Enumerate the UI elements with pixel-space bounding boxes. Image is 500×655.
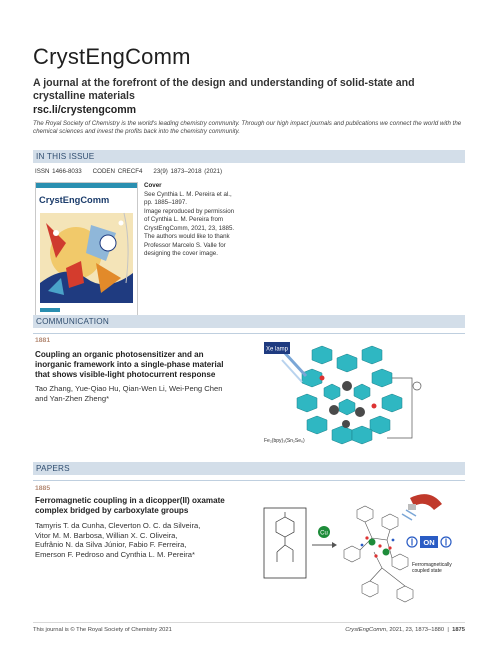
cover-line-2: pp. 1885–1897. [144, 199, 188, 206]
cover-image [35, 182, 138, 317]
page-number-paper: 1885 [35, 485, 51, 492]
cover-caption [144, 182, 254, 259]
rsc-blurb: The Royal Society of Chemistry is the world's leading chemistry community. Through our high impact journals and publications we connect the world with the chemical sciences and invest the profits back into the chemistry community. [33, 120, 462, 136]
cover-line-5: CrystEngComm, 2021, 23, 1885. [144, 224, 235, 232]
section-heading-in-this-issue: IN THIS ISSUE [36, 151, 95, 161]
copper-label: Cu [320, 530, 328, 537]
state-label-line-2: coupled state [412, 568, 442, 574]
page-number-communication: 1881 [35, 337, 51, 344]
communication-graphical-abstract [262, 338, 432, 456]
footer-volume: , 2021, 23, 1873–1880 [386, 627, 445, 633]
footer-divider [33, 622, 465, 623]
footer-copyright: This journal is © The Royal Society of Chemistry 2021 [33, 627, 172, 633]
xe-lamp-label: Xe lamp [265, 346, 289, 353]
paper-authors-line-2: Vitor M. M. Barbosa, Willian X. C. Oliveira, [35, 530, 178, 540]
cover-journal-title: CrystEngComm [39, 195, 110, 205]
section-bar-papers [33, 462, 465, 475]
communication-title-line-2[interactable]: inorganic framework into a single-phase material [35, 360, 224, 369]
issue-info [35, 168, 222, 175]
cover-line-1: See Cynthia L. M. Pereira et al., [144, 190, 232, 198]
section-heading-communication: COMMUNICATION [36, 316, 109, 326]
journal-tagline: A journal at the forefront of the design and understanding of solid-state and crystalline materials [33, 77, 415, 102]
communication-article[interactable] [35, 350, 250, 403]
issn-text: ISSN 1466-8033 [35, 168, 82, 175]
footer-journal: CrystEngComm [345, 627, 387, 633]
complex-diagram [262, 490, 462, 615]
paper-graphical-abstract [262, 490, 462, 615]
journal-url-link[interactable]: rsc.li/crystengcomm [33, 104, 137, 116]
communication-authors-line-1: Tao Zhang, Yue-Qiao Hu, Qian-Wen Li, Wei-Peng Chen [35, 384, 223, 393]
paper-authors-line-1: Tamyris T. da Cunha, Cleverton O. C. da Silveira, [35, 521, 201, 530]
divider [33, 333, 465, 334]
cover-line-6: The authors would like to thank [144, 233, 230, 240]
cover-line-4: of Cynthia L. M. Pereira from [144, 216, 224, 223]
on-label: ON [423, 538, 435, 547]
paper-authors-line-3: Eufrânio N. da Silva Júnior, Fabio F. Ferreira, [35, 540, 187, 550]
divider [33, 480, 465, 481]
state-label-line-1: Ferromagnetically [412, 562, 452, 568]
cover-line-3: Image reproduced by permission [144, 207, 235, 215]
communication-title-line-1[interactable]: Coupling an organic photosensitizer and an [35, 350, 204, 359]
footer-citation: CrystEngComm, 2021, 23, 1873–1880 | 1875 [345, 627, 465, 633]
footer-page-number: 1875 [452, 627, 465, 633]
section-bar-communication [33, 315, 465, 328]
cover-line-8: designing the cover image. [144, 250, 218, 257]
paper-title-line-2[interactable]: complex bridged by carboxylate groups [35, 506, 189, 515]
section-heading-papers: PAPERS [36, 463, 70, 473]
paper-article[interactable] [35, 496, 255, 559]
journal-title: CrystEngComm [33, 44, 191, 69]
cover-label: Cover [144, 182, 162, 189]
section-bar-in-this-issue [33, 150, 465, 163]
coden-text: CODEN CRECF4 [92, 168, 143, 175]
paper-title-line-1[interactable]: Ferromagnetic coupling in a dicopper(II) oxamate [35, 496, 225, 505]
volume-text: 23(9) 1873–2018 (2021) [153, 168, 223, 175]
paper-authors-line-4: Emerson F. Pedroso and Cynthia L. M. Pereira* [35, 549, 195, 559]
cover-line-7: Professor Marcelo S. Valle for [144, 241, 226, 249]
framework-diagram [262, 338, 432, 456]
communication-title-line-3[interactable]: that shows visible-light photocurrent response [35, 370, 216, 379]
formula-label: Fe₂(bpy)₃(Sn₂Se₆) [264, 438, 305, 444]
communication-authors-line-2: and Yan-Zhen Zheng* [35, 393, 110, 403]
